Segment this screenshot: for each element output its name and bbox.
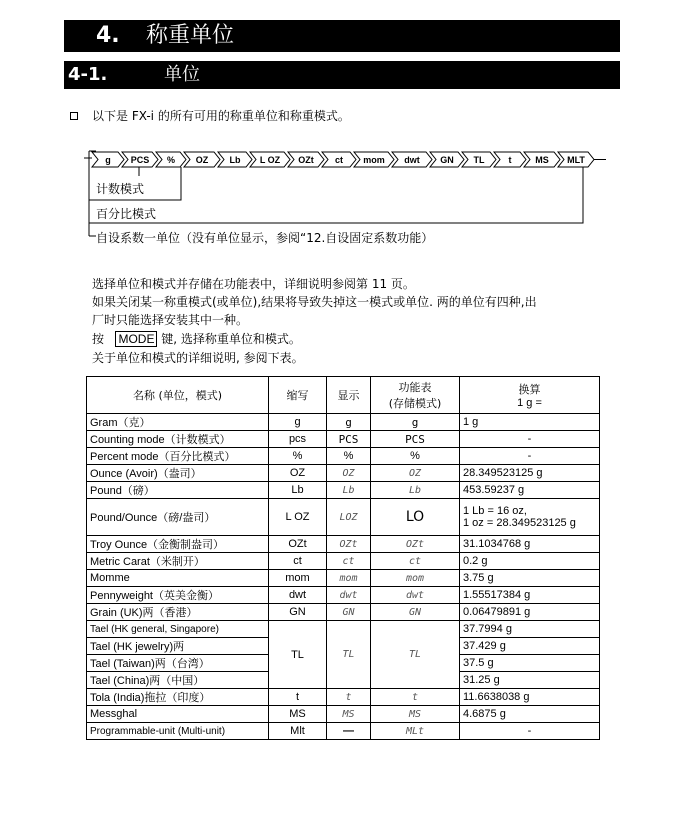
cell-display: TL <box>327 621 371 689</box>
cell-conversion: 3.75 g <box>460 570 600 587</box>
cell-display: GN <box>327 604 371 621</box>
cell-abbr: GN <box>269 604 327 621</box>
cell-abbr: Mlt <box>269 723 327 740</box>
cell-abbr: dwt <box>269 587 327 604</box>
cell-conversion: 37.429 g <box>460 638 600 655</box>
cell-function: MS <box>371 706 460 723</box>
cell-display: % <box>327 448 371 465</box>
table-row <box>87 448 600 465</box>
table-row <box>87 689 600 706</box>
cell-name: Counting mode（计数模式） <box>87 431 269 448</box>
unit-label-6: OZt <box>298 155 314 165</box>
unit-label-1: PCS <box>130 155 150 165</box>
cell-abbr: OZ <box>269 465 327 482</box>
cell-name: Pound（磅） <box>87 482 269 499</box>
paragraph-1: 选择单位和模式并存储在功能表中，详细说明参阅第 11 页。 <box>92 277 415 291</box>
cell-display: MS <box>327 706 371 723</box>
table-row <box>87 414 600 431</box>
cell-function: TL <box>371 621 460 689</box>
cell-name: Tael (HK jewelry)两 <box>87 638 269 655</box>
cell-abbr: L OZ <box>269 499 327 536</box>
cell-abbr: Lb <box>269 482 327 499</box>
cell-name: Gram（克） <box>87 414 269 431</box>
section-number: 4. <box>96 23 120 48</box>
header-function-line2: (存储模式) <box>388 397 442 410</box>
unit-label-9: dwt <box>404 155 420 165</box>
unit-chain-labels <box>105 155 585 165</box>
cell-conversion: - <box>460 723 600 740</box>
cell-display: PCS <box>327 431 371 448</box>
section-title: 称重单位 <box>146 23 235 48</box>
cell-name: Percent mode（百分比模式） <box>87 448 269 465</box>
header-conversion-line2: 1 g = <box>517 397 542 409</box>
cell-display: g <box>327 414 371 431</box>
cell-display: dwt <box>327 587 371 604</box>
unit-label-14: MLT <box>567 155 585 165</box>
table-row <box>87 465 600 482</box>
table-row <box>87 723 600 740</box>
units-table <box>86 376 600 740</box>
table-row <box>87 536 600 553</box>
unit-label-8: mom <box>363 155 385 165</box>
cell-name: Messghal <box>87 706 269 723</box>
paragraph-3-prefix: 按 <box>92 332 105 346</box>
cell-conversion: 28.349523125 g <box>460 465 600 482</box>
cell-function: % <box>371 448 460 465</box>
cell-name: Grain (UK)两（香港） <box>87 604 269 621</box>
cell-conversion-line2: 1 oz = 28.349523125 g <box>463 517 576 529</box>
table-row <box>87 553 600 570</box>
cell-abbr: pcs <box>269 431 327 448</box>
cell-conversion: 0.06479891 g <box>460 604 600 621</box>
mode-key: MODE <box>115 331 157 347</box>
cell-name: Programmable-unit (Multi-unit) <box>87 723 269 740</box>
cell-conversion: 4.6875 g <box>460 706 600 723</box>
header-conversion <box>460 377 600 414</box>
subsection-number: 4-1. <box>68 64 108 85</box>
cell-function: PCS <box>371 431 460 448</box>
cell-conversion: 31.1034768 g <box>460 536 600 553</box>
table-row <box>87 706 600 723</box>
unit-label-3: OZ <box>195 155 209 165</box>
unit-label-2: % <box>166 155 176 165</box>
cell-function: ct <box>371 553 460 570</box>
cell-conversion-line1: 1 Lb = 16 oz, <box>463 505 527 517</box>
cell-name: Tola (India)拖拉（印度） <box>87 689 269 706</box>
cell-display: OZt <box>327 536 371 553</box>
cell-conversion: 1.55517384 g <box>460 587 600 604</box>
percent-mode-label: 百分比模式 <box>96 207 157 221</box>
cell-function: dwt <box>371 587 460 604</box>
cell-conversion: 1 g <box>460 414 600 431</box>
header-abbr: 缩写 <box>269 377 327 414</box>
cell-function: OZt <box>371 536 460 553</box>
cell-conversion <box>460 499 600 536</box>
unit-label-5: L OZ <box>259 155 281 165</box>
cell-conversion: 37.7994 g <box>460 621 600 638</box>
cell-display: Lb <box>327 482 371 499</box>
cell-name: Ounce (Avoir)（盎司） <box>87 465 269 482</box>
subsection-title: 单位 <box>164 64 200 85</box>
cell-function: LO <box>371 499 460 536</box>
paragraph-3-suffix: 键, 选择称重单位和模式。 <box>161 332 301 346</box>
unit-label-4: Lb <box>229 155 241 165</box>
cell-name: Pennyweight（英美金衡） <box>87 587 269 604</box>
header-function-line1: 功能表 <box>398 381 432 394</box>
table-row <box>87 482 600 499</box>
table-row <box>87 499 600 536</box>
table-row <box>87 587 600 604</box>
unit-label-10: GN <box>440 155 454 165</box>
unit-chain <box>84 152 606 167</box>
cell-conversion: 37.5 g <box>460 655 600 672</box>
cell-name: Troy Ounce（金衡制盎司） <box>87 536 269 553</box>
cell-abbr: t <box>269 689 327 706</box>
multi-unit-label: 自设系数一单位（没有单位显示，参阅“12.自设固定系数功能） <box>96 231 434 245</box>
cell-conversion: 453.59237 g <box>460 482 600 499</box>
cell-display: ct <box>327 553 371 570</box>
cell-name: Tael (HK general, Singapore) <box>87 621 269 638</box>
cell-display: mom <box>327 570 371 587</box>
intro-text: 以下是 FX-i 的所有可用的称重单位和称重模式。 <box>92 109 350 123</box>
cell-name: Tael (China)两（中国） <box>87 672 269 689</box>
cell-function: g <box>371 414 460 431</box>
cell-conversion: - <box>460 448 600 465</box>
cell-abbr: TL <box>269 621 327 689</box>
table-row <box>87 604 600 621</box>
paragraph-4: 关于单位和模式的详细说明, 参阅下表。 <box>92 351 304 365</box>
unit-label-7: ct <box>334 155 344 165</box>
cell-name: Momme <box>87 570 269 587</box>
cell-abbr: MS <box>269 706 327 723</box>
header-function <box>371 377 460 414</box>
header-conversion-line1: 换算 <box>518 383 541 396</box>
cell-display: LOZ <box>327 499 371 536</box>
cell-name: Pound/Ounce（磅/盎司） <box>87 499 269 536</box>
cell-abbr: g <box>269 414 327 431</box>
header-display: 显示 <box>327 377 371 414</box>
unit-label-11: TL <box>473 155 485 165</box>
unit-label-0: g <box>105 155 111 165</box>
table-row <box>87 621 600 638</box>
cell-abbr: OZt <box>269 536 327 553</box>
unit-label-13: MS <box>535 155 549 165</box>
table-header-row <box>87 377 600 414</box>
paragraph-3 <box>92 331 301 348</box>
cell-function: MLt <box>371 723 460 740</box>
cell-display: — <box>327 723 371 740</box>
counting-mode-label: 计数模式 <box>96 182 145 196</box>
cell-function: GN <box>371 604 460 621</box>
cell-abbr: mom <box>269 570 327 587</box>
cell-function: Lb <box>371 482 460 499</box>
paragraph-2a: 如果关闭某一称重模式(或单位),结果将导致失掉这一模式或单位. 两的单位有四种,出 <box>92 295 537 309</box>
cell-abbr: % <box>269 448 327 465</box>
cell-name: Tael (Taiwan)两（台湾） <box>87 655 269 672</box>
cell-conversion: 11.6638038 g <box>460 689 600 706</box>
cell-function: OZ <box>371 465 460 482</box>
cell-name: Metric Carat（米制开） <box>87 553 269 570</box>
table-row <box>87 431 600 448</box>
cell-abbr: ct <box>269 553 327 570</box>
cell-conversion: - <box>460 431 600 448</box>
header-name: 名称 (单位，模式) <box>87 377 269 414</box>
table-row <box>87 570 600 587</box>
cell-display: t <box>327 689 371 706</box>
cell-conversion: 0.2 g <box>460 553 600 570</box>
cell-function: mom <box>371 570 460 587</box>
cell-display: OZ <box>327 465 371 482</box>
unit-label-12: t <box>508 155 512 165</box>
cell-conversion: 31.25 g <box>460 672 600 689</box>
paragraph-2b: 厂时只能选择安装其中一种。 <box>92 313 249 327</box>
cell-function: t <box>371 689 460 706</box>
